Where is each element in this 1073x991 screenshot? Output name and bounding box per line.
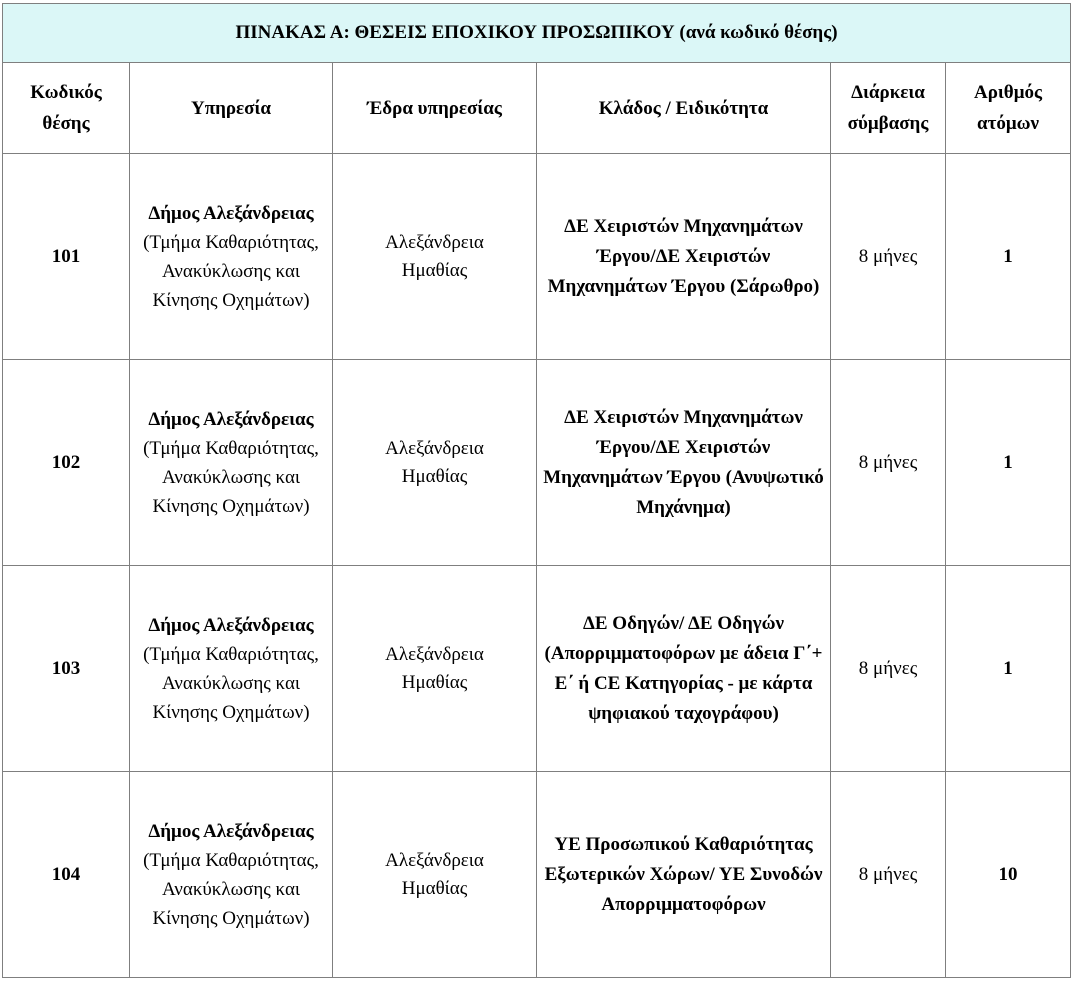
service-name: Δήμος Αλεξάνδρειας bbox=[148, 614, 314, 636]
cell-service bbox=[130, 566, 333, 772]
header-seat: Έδρα υπηρεσίας bbox=[333, 63, 537, 154]
header-persons-line1: Αριθμός bbox=[974, 82, 1043, 103]
service-name: Δήμος Αλεξάνδρειας bbox=[148, 820, 314, 842]
seat-line2: Ημαθίας bbox=[401, 877, 468, 899]
document-page bbox=[2, 3, 1071, 978]
header-persons bbox=[946, 63, 1071, 154]
header-duration-line1: Διάρκεια bbox=[851, 82, 925, 103]
table-header-row bbox=[3, 63, 1071, 154]
table-row bbox=[3, 360, 1071, 566]
service-name: Δήμος Αλεξάνδρειας bbox=[148, 202, 314, 224]
header-code-line2: θέσης bbox=[42, 113, 90, 134]
seat-line2: Ημαθίας bbox=[401, 465, 468, 487]
cell-code: 104 bbox=[3, 772, 130, 978]
cell-duration: 8 μήνες bbox=[831, 772, 946, 978]
seat-line1: Αλεξάνδρεια bbox=[385, 849, 484, 871]
service-dept: (Τμήμα Καθαριότητας, Ανακύκλωσης και Κίνησης Οχημάτων) bbox=[143, 643, 319, 723]
cell-seat bbox=[333, 772, 537, 978]
cell-duration: 8 μήνες bbox=[831, 360, 946, 566]
cell-persons: 1 bbox=[946, 566, 1071, 772]
cell-specialty: ΔΕ Χειριστών Μηχανημάτων Έργου/ΔΕ Χειριστών Μηχανημάτων Έργου (Ανυψωτικό Μηχάνημα) bbox=[537, 360, 831, 566]
table-title: ΠΙΝΑΚΑΣ Α: ΘΕΣΕΙΣ ΕΠΟΧΙΚΟΥ ΠΡΟΣΩΠΙΚΟΥ (ανά κωδικό θέσης) bbox=[3, 4, 1071, 63]
cell-persons: 1 bbox=[946, 154, 1071, 360]
cell-specialty: ΥΕ Προσωπικού Καθαριότητας Εξωτερικών Χώρων/ ΥΕ Συνοδών Απορριμματοφόρων bbox=[537, 772, 831, 978]
header-duration bbox=[831, 63, 946, 154]
cell-duration: 8 μήνες bbox=[831, 154, 946, 360]
cell-code: 102 bbox=[3, 360, 130, 566]
table-row bbox=[3, 154, 1071, 360]
service-name: Δήμος Αλεξάνδρειας bbox=[148, 408, 314, 430]
cell-code: 101 bbox=[3, 154, 130, 360]
cell-service bbox=[130, 154, 333, 360]
cell-seat bbox=[333, 360, 537, 566]
cell-seat bbox=[333, 154, 537, 360]
cell-service bbox=[130, 772, 333, 978]
cell-seat bbox=[333, 566, 537, 772]
cell-persons: 10 bbox=[946, 772, 1071, 978]
seat-line2: Ημαθίας bbox=[401, 259, 468, 281]
service-dept: (Τμήμα Καθαριότητας, Ανακύκλωσης και Κίνησης Οχημάτων) bbox=[143, 231, 319, 311]
header-service: Υπηρεσία bbox=[130, 63, 333, 154]
header-code bbox=[3, 63, 130, 154]
cell-specialty: ΔΕ Οδηγών/ ΔΕ Οδηγών (Απορριμματοφόρων με άδεια Γ΄+ Ε΄ ή CE Κατηγορίας - με κάρτα ψηφιακού ταχογράφου) bbox=[537, 566, 831, 772]
cell-duration: 8 μήνες bbox=[831, 566, 946, 772]
table-title-row bbox=[3, 4, 1071, 63]
table-row bbox=[3, 772, 1071, 978]
cell-persons: 1 bbox=[946, 360, 1071, 566]
seat-line1: Αλεξάνδρεια bbox=[385, 231, 484, 253]
seat-line1: Αλεξάνδρεια bbox=[385, 643, 484, 665]
service-dept: (Τμήμα Καθαριότητας, Ανακύκλωσης και Κίνησης Οχημάτων) bbox=[143, 437, 319, 517]
seasonal-staff-table bbox=[2, 3, 1071, 978]
header-persons-line2: ατόμων bbox=[977, 113, 1040, 134]
header-duration-line2: σύμβασης bbox=[847, 113, 929, 134]
cell-code: 103 bbox=[3, 566, 130, 772]
table-row bbox=[3, 566, 1071, 772]
service-dept: (Τμήμα Καθαριότητας, Ανακύκλωσης και Κίνησης Οχημάτων) bbox=[143, 849, 319, 929]
cell-service bbox=[130, 360, 333, 566]
header-specialty: Κλάδος / Ειδικότητα bbox=[537, 63, 831, 154]
header-code-line1: Κωδικός bbox=[30, 82, 102, 103]
cell-specialty: ΔΕ Χειριστών Μηχανημάτων Έργου/ΔΕ Χειριστών Μηχανημάτων Έργου (Σάρωθρο) bbox=[537, 154, 831, 360]
seat-line1: Αλεξάνδρεια bbox=[385, 437, 484, 459]
seat-line2: Ημαθίας bbox=[401, 671, 468, 693]
